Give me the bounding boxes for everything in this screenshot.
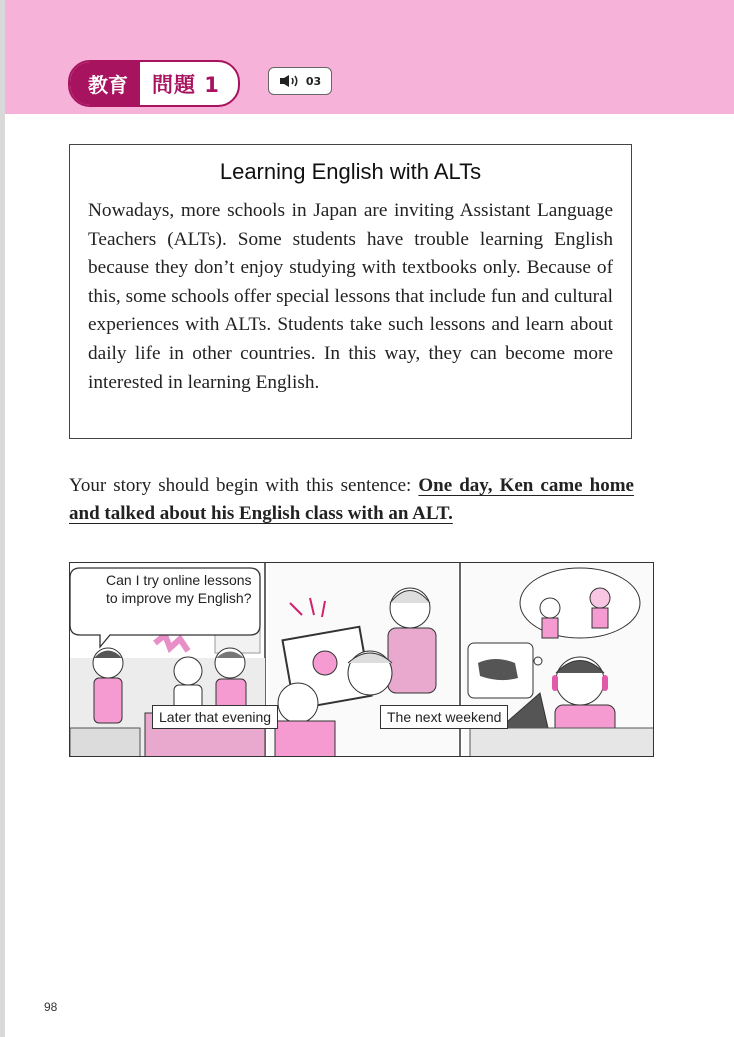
comic-strip bbox=[69, 562, 654, 757]
speaker-icon bbox=[279, 74, 303, 88]
passage-box bbox=[69, 144, 632, 439]
audio-track-number: 03 bbox=[305, 74, 322, 88]
starter-sentence: One day, Ken came home and talked about his English class with an ALT. bbox=[69, 475, 634, 524]
passage-body: Nowadays, more schools in Japan are inviting Assistant Language Teachers (ALTs). Some students have trouble learning English because they don’t enjoy studying with textbooks only. Because of this, some schools offer special lessons that include fun and cultural experiences with ALTs. Students take such lessons and learn about daily life in other countries. In this way, they can become more interested in learning English. bbox=[88, 200, 613, 393]
caption-later-that-evening: Later that evening bbox=[152, 705, 278, 729]
instruction bbox=[69, 472, 634, 528]
caption-the-next-weekend: The next weekend bbox=[380, 705, 508, 729]
passage-title: Learning English with ALTs bbox=[219, 159, 482, 184]
category-label: 教育 bbox=[70, 62, 140, 105]
page-edge bbox=[0, 0, 5, 1037]
page-number: 98 bbox=[44, 1000, 58, 1014]
audio-track-button[interactable] bbox=[268, 67, 332, 95]
speech-bubble-text: Can I try online lessons to improve my English? bbox=[106, 572, 252, 606]
problem-badge bbox=[68, 60, 240, 107]
instruction-lead: Your story should begin with this sentence: bbox=[69, 475, 412, 496]
problem-number: 問題 1 bbox=[152, 72, 220, 97]
